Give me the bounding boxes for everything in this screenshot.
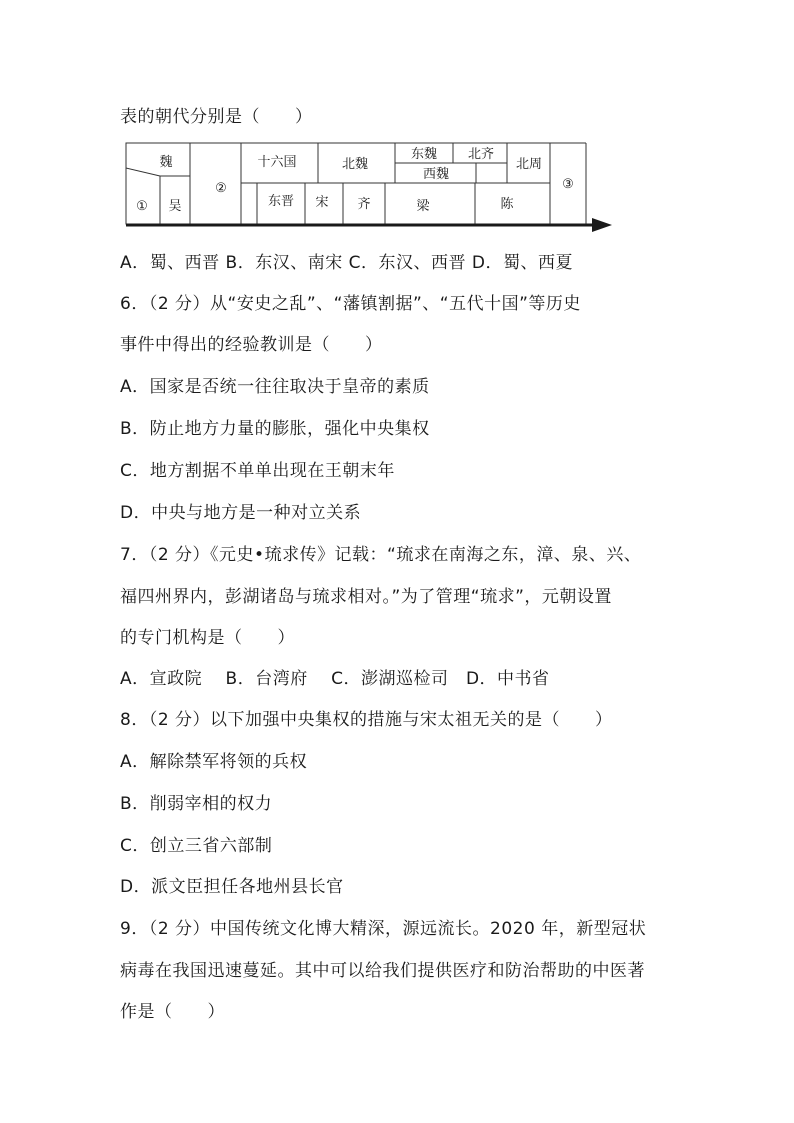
question-8-option-d: D．派文臣担任各地州县长官: [120, 877, 344, 897]
timeline-song-label: 宋: [315, 195, 329, 210]
timeline-marker-2: ②: [215, 181, 227, 196]
question-text-line: 表的朝代分别是（ ）: [120, 107, 313, 127]
question-9-stem: 9．（2 分）中国传统文化博大精深，源远流长。2020 年，新型冠状: [120, 919, 647, 939]
question-8-option-c: C．创立三省六部制: [120, 836, 273, 856]
timeline-beiqi-label: 北齐: [467, 147, 495, 162]
question-8-option-b: B．削弱宰相的权力: [120, 794, 273, 814]
question-6-option-b: B．防止地方力量的膨胀，强化中央集权: [120, 419, 430, 439]
question-8-stem: 8．（2 分）以下加强中央集权的措施与宋太祖无关的是（ ）: [120, 710, 613, 730]
question-9-stem-cont: 病毒在我国迅速蔓延。其中可以给我们提供医疗和防治帮助的中医著: [120, 961, 645, 981]
question-9-stem-end: 作是（ ）: [120, 1002, 225, 1022]
timeline-qi-label: 齐: [357, 197, 371, 212]
timeline-xiwei-label: 西魏: [422, 167, 450, 182]
timeline-marker-1: ①: [136, 199, 148, 214]
question-8-option-a: A．解除禁军将领的兵权: [120, 752, 308, 772]
question-6-option-a: A．国家是否统一往往取决于皇帝的素质: [120, 377, 430, 397]
question-7-stem-cont: 福四州界内，彭湖诸岛与琉求相对。”为了管理“琉求”，元朝设置: [120, 587, 612, 607]
timeline-wei-label: 魏: [159, 155, 173, 170]
timeline-wu-label: 吴: [168, 199, 182, 214]
timeline-liang-label: 梁: [416, 199, 430, 214]
question-7-stem: 7．（2 分）《元史•琉求传》记载：“琉求在南海之东，漳、泉、兴、: [120, 545, 642, 565]
question-6-stem: 6．（2 分）从“安史之乱”、“藩镇割据”、“五代十国”等历史: [120, 294, 581, 314]
timeline-shiliuguo-label: 十六国: [257, 155, 297, 170]
dynasty-timeline-diagram: [0, 0, 794, 260]
timeline-chen-label: 陈: [500, 197, 514, 212]
question-7-options: A．宣政院 B．台湾府 C．澎湖巡检司 D．中书省: [120, 669, 550, 689]
question-6-option-d: D．中央与地方是一种对立关系: [120, 503, 362, 523]
timeline-marker-3: ③: [562, 177, 574, 192]
question-5-options: A．蜀、西晋 B．东汉、南宋 C．东汉、西晋 D．蜀、西夏: [120, 253, 573, 273]
question-7-stem-end: 的专门机构是（ ）: [120, 628, 295, 648]
timeline-dongjin-label: 东晋: [267, 194, 295, 209]
timeline-beiwei-label: 北魏: [341, 157, 369, 172]
timeline-dongwei-label: 东魏: [410, 147, 438, 162]
timeline-beizhou-label: 北周: [515, 157, 543, 172]
question-6-stem-cont: 事件中得出的经验教训是（ ）: [120, 335, 383, 355]
question-6-option-c: C．地方割据不单单出现在王朝末年: [120, 461, 395, 481]
